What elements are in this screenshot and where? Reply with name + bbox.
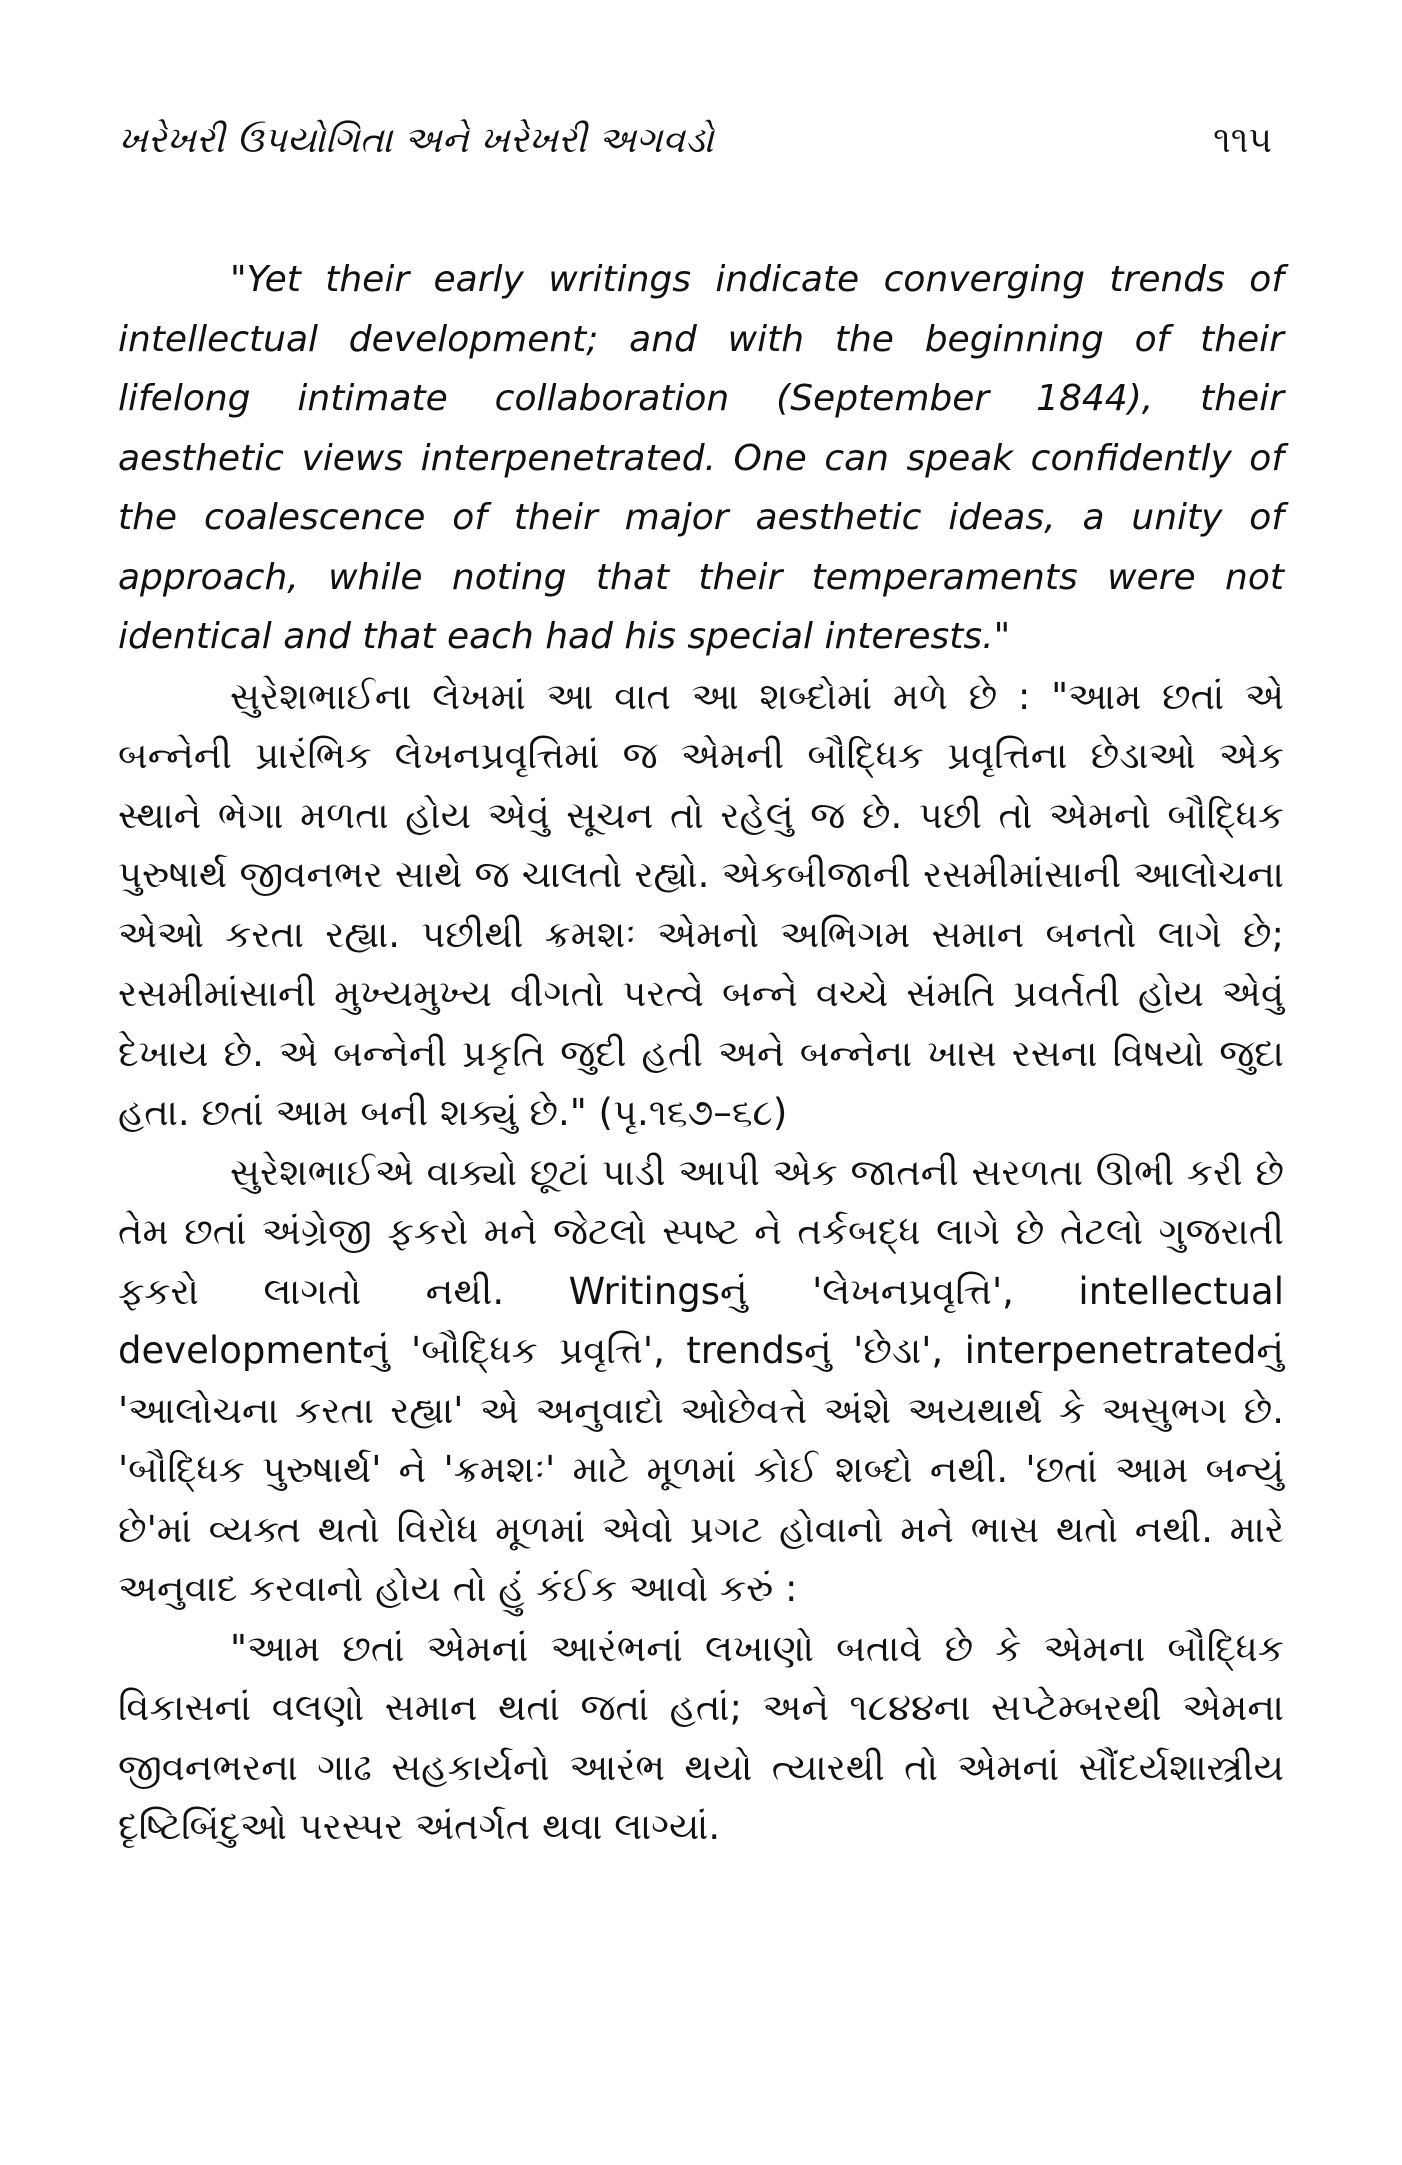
running-title: ખરેખરી ઉપયોગિતા અને ખરેખરી અગવડો <box>118 120 714 161</box>
english-quote-paragraph: "Yet their early writings indicate converging trends of intellectual development; and with the beginning of their lifelong intimate collaboration (September 1844), their aesthetic views interpenetrated. One can speak confidently of the coalescence of their major aesthetic ideas, a unity of approach, while noting that their temperaments were not identical and that each had his special interests." <box>118 259 1284 657</box>
commentary-paragraph: સુરેશભાઈએ વાક્યો છૂટાં પાડી આપી એક જાતની સરળતા ઊભી કરી છે તેમ છતાં અંગ્રેજી ફકરો મને જેટલો સ્પષ્ટ ને તર્કબદ્ધ લાગે છે તેટલો ગુજરાતી ફકરો લાગતો નથી. Writingsનું 'લેખનપ્રવૃત્તિ', intellectual developmentનું 'બૌદ્ધિક પ્રવૃત્તિ', trendsનું 'છેડા', interpenetratedનું 'આલોચના કરતા રહ્યા' એ અનુવાદો ઓછેવત્તે અંશે અયથાર્થ કે અસુભગ છે. 'બૌદ્ધિક પુરુષાર્થ' ને 'ક્રમશઃ' માટે મૂળમાં કોઈ શબ્દો નથી. 'છતાં આમ બન્યું છે'માં વ્યક્ત થતો વિરોધ મૂળમાં એવો પ્રગટ હોવાનો મને ભાસ થતો નથી. મારે અનુવાદ કરવાનો હોય તો હું કંઈક આવો કરું : <box>118 1150 1284 1610</box>
page-body <box>118 250 1284 1857</box>
proposed-translation-paragraph: "આમ છતાં એમનાં આરંભનાં લખાણો બતાવે છે કે એમના બૌદ્ધિક વિકાસનાં વલણો સમાન થતાં જતાં હતાં; અને ૧૮૪૪ના સપ્ટેમ્બરથી એમના જીવનભરના ગાઢ સહકાર્યનો આરંભ થયો ત્યારથી તો એમનાં સૌંદર્યશાસ્ત્રીય દૃષ્ટિબિંદુઓ પરસ્પર અંતર્ગત થવા લાગ્યાં. <box>118 1626 1284 1848</box>
page-number: ૧૧૫ <box>1213 120 1272 161</box>
page-header <box>118 120 1284 206</box>
gujarati-translation-paragraph: સુરેશભાઈના લેખમાં આ વાત આ શબ્દોમાં મળે છે : "આમ છતાં એ બન્નેની પ્રારંભિક લેખનપ્રવૃત્તિમાં જ એમની બૌદ્ધિક પ્રવૃત્તિના છેડાઓ એક સ્થાને ભેગા મળતા હોય એવું સૂચન તો રહેલું જ છે. પછી તો એમનો બૌદ્ધિક પુરુષાર્થ જીવનભર સાથે જ ચાલતો રહ્યો. એકબીજાની રસમીમાંસાની આલોચના એઓ કરતા રહ્યા. પછીથી ક્રમશઃ એમનો અભિગમ સમાન બનતો લાગે છે; રસમીમાંસાની મુખ્યમુખ્ય વીગતો પરત્વે બન્ને વચ્ચે સંમતિ પ્રવર્તતી હોય એવું દેખાય છે. એ બન્નેની પ્રકૃતિ જુદી હતી અને બન્નેના ખાસ રસના વિષયો જુદા હતા. છતાં આમ બની શક્યું છે." (પૃ.૧૬૭–૬૮) <box>118 674 1284 1134</box>
